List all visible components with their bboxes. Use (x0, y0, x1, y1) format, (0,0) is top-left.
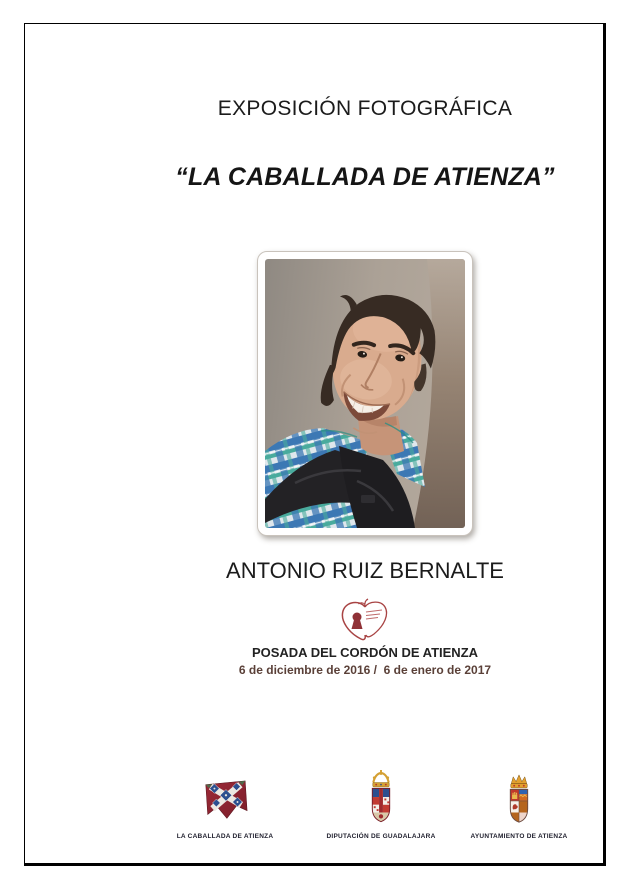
exhibition-title: “LA CABALLADA DE ATIENZA” (175, 163, 555, 191)
atienza-coat-of-arms (504, 768, 534, 826)
org-caballada (150, 768, 300, 840)
org-ayuntamiento (444, 768, 594, 840)
posada-del-cordon-logo (124, 598, 606, 642)
caballada-banner-icon (199, 778, 251, 826)
venue-name: POSADA DEL CORDÓN DE ATIENZA (251, 645, 479, 660)
guadalajara-coat-of-arms (366, 768, 396, 826)
heart-keyhole-icon (336, 598, 394, 642)
org-ayuntamiento-label: AYUNTAMIENTO DE ATIENZA (470, 833, 568, 840)
org-diputacion-label: DIPUTACIÓN DE GUADALAJARA (326, 833, 436, 840)
org-diputacion (306, 768, 456, 840)
portrait-photo (257, 251, 473, 536)
caballada-banner-logo (199, 768, 251, 826)
exhibition-dates: 6 de diciembre de 2016 / 6 de enero de 2017 (238, 663, 492, 677)
atienza-crest-icon (504, 772, 534, 826)
portrait-photo-art (265, 259, 465, 528)
guadalajara-crest-icon (366, 770, 396, 826)
exhibition-heading: EXPOSICIÓN FOTOGRÁFICA (217, 97, 513, 120)
author-name: ANTONIO RUIZ BERNALTE (226, 558, 504, 583)
org-caballada-label: LA CABALLADA DE ATIENZA (176, 833, 274, 840)
